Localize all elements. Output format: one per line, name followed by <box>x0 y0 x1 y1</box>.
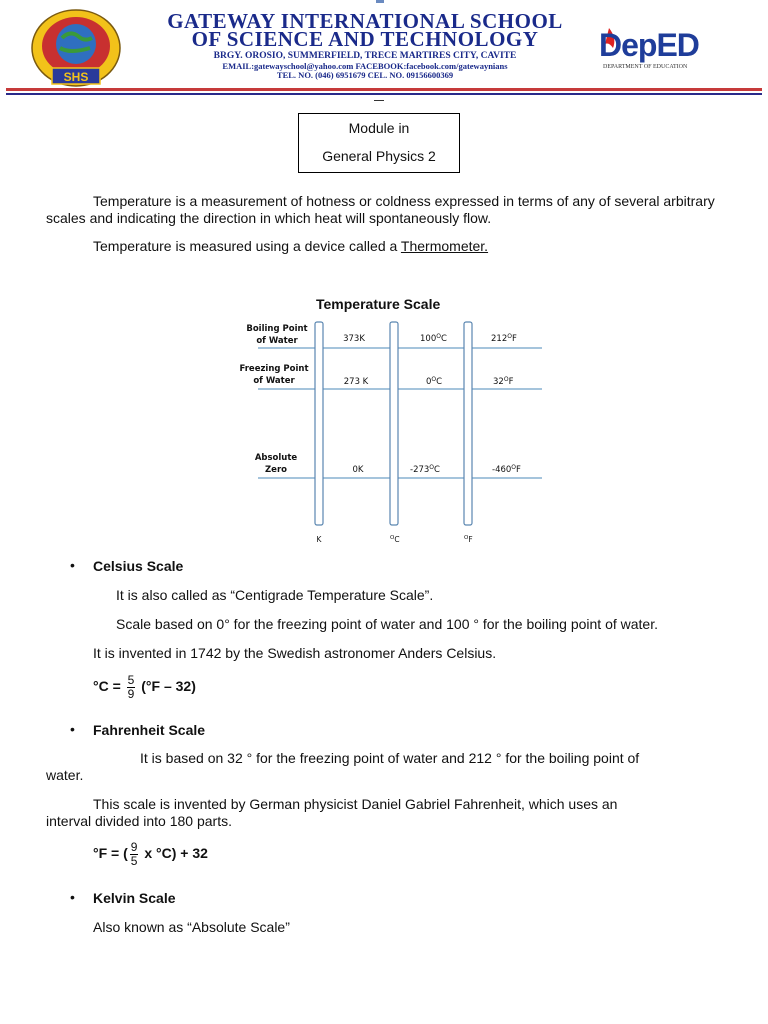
fahrenheit-title: Fahrenheit Scale <box>93 722 206 738</box>
school-name-line2: OF SCIENCE AND TECHNOLOGY <box>191 27 539 51</box>
row-label: Zero <box>265 465 287 475</box>
row-label: of Water <box>256 336 298 346</box>
kelvin-line-1: Also known as “Absolute Scale” <box>93 919 290 935</box>
celsius-tube <box>390 322 398 525</box>
celsius-formula <box>93 674 196 701</box>
module-title-box <box>298 113 460 173</box>
celsius-line-1: It is also called as “Centigrade Temperature Scale”. <box>116 587 434 603</box>
thermometer-link: Thermometer. <box>400 238 489 254</box>
celsius-value: $0^OC$ <box>426 376 443 387</box>
kelvin-value: 0K <box>352 465 364 475</box>
temperature-scale-diagram <box>230 318 550 546</box>
celsius-value: $-273^OC$ <box>410 464 440 475</box>
deped-sub-text: DEPARTMENT OF EDUCATION <box>603 64 688 70</box>
fahrenheit-tube <box>464 322 472 525</box>
fahrenheit-value: $32^OF$ <box>493 376 514 387</box>
deped-logo <box>597 18 742 78</box>
school-name-line1: GATEWAY INTERNATIONAL SCHOOL <box>167 9 563 33</box>
module-title-line1: Module in <box>348 120 410 136</box>
diagram-title: Temperature Scale <box>316 296 441 312</box>
header-divider-red <box>6 88 762 91</box>
school-logo <box>30 8 122 94</box>
fahrenheit-value: $-460^OF$ <box>492 464 521 475</box>
row-label: Freezing Point <box>239 364 309 374</box>
header-divider-blue <box>6 93 762 95</box>
celsius-line-2: Scale based on 0° for the freezing point of water and 100 ° for the boiling point of water. <box>116 616 658 632</box>
row-label: of Water <box>253 376 295 386</box>
kelvin-value: 273 K <box>343 377 369 387</box>
axis-label-f: $^O$F <box>464 535 473 544</box>
fahrenheit-line-2b: interval divided into 180 parts. <box>46 813 232 829</box>
school-phone: TEL. NO. (046) 6951679 CEL. NO. 09156600369 <box>276 70 454 80</box>
axis-label-k: K <box>316 535 322 544</box>
axis-label-c: $^O$C <box>390 535 400 544</box>
intro-paragraph-2 <box>93 238 768 255</box>
celsius-line-3: It is invented in 1742 by the Swedish astronomer Anders Celsius. <box>93 645 497 661</box>
intro-paragraph-1: Temperature is a measurement of hotness or coldness expressed in terms of any of several arbitrary scales and indicating the direction in which heat will spontaneously flow. <box>46 193 715 226</box>
kelvin-value: 373K <box>343 334 365 344</box>
divider-mark <box>374 100 384 101</box>
school-email: EMAIL:gatewayschool@yahoo.com FACEBOOK:facebook.com/gatewaynians <box>222 61 508 71</box>
row-label: Absolute <box>254 453 298 463</box>
bullet-dot: • <box>70 889 75 905</box>
celsius-title: Celsius Scale <box>93 558 184 574</box>
kelvin-title: Kelvin Scale <box>93 890 176 906</box>
formula-right: (°F – 32) <box>137 678 196 695</box>
celsius-value: $100^OC$ <box>420 333 447 344</box>
bullet-dot: • <box>70 721 75 737</box>
fahrenheit-line-1b: water. <box>46 767 84 783</box>
module-title-line2: General Physics 2 <box>322 148 436 164</box>
school-name <box>130 9 600 51</box>
top-mark <box>376 0 384 3</box>
formula-right: x °C) + 32 <box>140 845 208 862</box>
fraction: $\frac{9}{5}$ <box>130 840 138 868</box>
logo-shs-text: SHS <box>63 70 89 84</box>
formula-left: °C = <box>93 678 125 695</box>
row-label: Boiling Point <box>246 324 308 334</box>
fahrenheit-line-2a: This scale is invented by German physicist Daniel Gabriel Fahrenheit, which uses an <box>93 796 618 812</box>
school-address: BRGY. OROSIO, SUMMERFIELD, TRECE MARTIRES CITY, CAVITE <box>213 51 517 61</box>
fahrenheit-line-1a: It is based on 32 ° for the freezing point of water and 212 ° for the boiling point of <box>140 750 640 766</box>
kelvin-tube <box>315 322 323 525</box>
fraction: $\frac{5}{9}$ <box>127 673 135 701</box>
bullet-dot: • <box>70 557 75 573</box>
intro-p2-text: Temperature is measured using a device called a <box>93 238 401 254</box>
formula-left: °F = ( <box>93 845 128 862</box>
fahrenheit-value: $212^OF$ <box>491 333 517 344</box>
fahrenheit-formula <box>93 841 208 868</box>
deped-logo-text: DepED <box>599 27 699 63</box>
